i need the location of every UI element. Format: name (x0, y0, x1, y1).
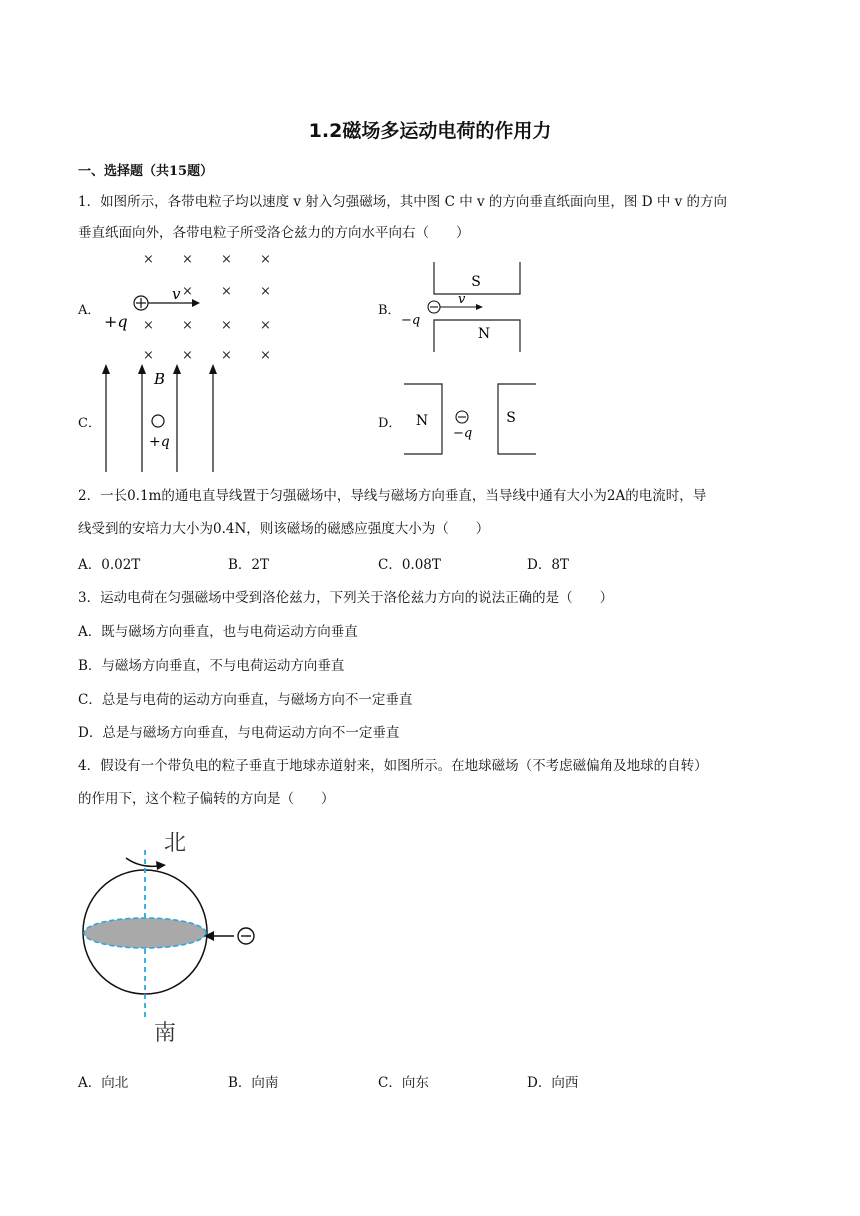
q2-option-c: C．0.08T (378, 557, 441, 573)
page-title: 1.2磁场多运动电荷的作用力 (308, 120, 552, 142)
field-cross: × (260, 348, 271, 363)
charge-label: +q (149, 434, 170, 450)
q2-option-d: D．8T (527, 557, 569, 573)
field-cross: × (260, 318, 271, 333)
field-cross: × (260, 252, 271, 267)
velocity-label: v (172, 285, 181, 303)
field-label: B (154, 370, 166, 388)
section-heading: 一、选择题（共15题） (78, 164, 214, 179)
rotation-arrow-icon (126, 858, 158, 866)
field-cross: × (143, 252, 154, 267)
q1-option-b-label: B． (378, 303, 401, 318)
q4-option-b: B．向南 (228, 1075, 279, 1091)
q3-option-b: B．与磁场方向垂直，不与电荷运动方向垂直 (78, 658, 345, 674)
charge-into-page-icon (152, 415, 164, 427)
field-cross: × (221, 348, 232, 363)
pole-s-label: S (506, 410, 516, 426)
charge-label: +q (104, 312, 128, 331)
field-cross: × (221, 252, 232, 267)
charge-label: −q (453, 426, 473, 441)
field-cross: × (221, 284, 232, 299)
field-cross: × (221, 318, 232, 333)
field-cross: × (260, 284, 271, 299)
pole-n-label: N (415, 413, 429, 429)
charge-label: −q (401, 313, 421, 328)
magnet-s-pole (498, 384, 536, 454)
velocity-label: v (458, 292, 466, 307)
q1-figure-a (100, 245, 290, 367)
q1-option-d-label: D． (378, 416, 402, 431)
q4-stem-line2: 的作用下，这个粒子偏转的方向是（ ） (78, 791, 335, 807)
q4-option-d: D．向西 (527, 1075, 579, 1091)
pole-n-label: N (477, 326, 491, 342)
q2-option-b: B．2T (228, 557, 270, 573)
field-cross: × (182, 284, 193, 299)
q3-stem: 3．运动电荷在匀强磁场中受到洛伦兹力，下列关于洛伦兹力方向的说法正确的是（ ） (78, 590, 614, 606)
q1-figure-d (398, 380, 538, 458)
field-cross: × (143, 348, 154, 363)
q2-option-a: A．0.02T (78, 557, 141, 573)
south-label: 南 (154, 1021, 177, 1046)
q1-stem-line2: 垂直纸面向外，各带电粒子所受洛仑兹力的方向水平向右（ ） (78, 225, 470, 241)
q3-option-c: C．总是与电荷的运动方向垂直，与磁场方向不一定垂直 (78, 692, 413, 708)
north-label: 北 (164, 831, 187, 856)
q4-option-c: C．向东 (378, 1075, 429, 1091)
field-cross: × (182, 348, 193, 363)
q2-stem-line2: 线受到的安培力大小为0.4N，则该磁场的磁感应强度大小为（ ） (78, 521, 490, 537)
field-cross: × (182, 318, 193, 333)
q4-earth-figure (78, 822, 278, 1052)
field-cross: × (143, 318, 154, 333)
q3-option-a: A．既与磁场方向垂直，也与电荷运动方向垂直 (78, 624, 358, 640)
q1-stem-line1: 1．如图所示，各带电粒子均以速度 v 射入匀强磁场，其中图 C 中 v 的方向垂直纸面向里，图 D 中 v 的方向 (78, 194, 728, 210)
field-cross: × (182, 252, 193, 267)
q4-option-a: A．向北 (78, 1075, 129, 1091)
q1-option-a-label: A． (78, 303, 101, 318)
q1-option-c-label: C． (78, 416, 101, 431)
pole-s-label: S (471, 274, 481, 290)
q4-stem-line1: 4．假设有一个带负电的粒子垂直于地球赤道射来，如图所示。在地球磁场（不考虑磁偏角及地球的自转） (78, 758, 708, 774)
q3-option-d: D．总是与磁场方向垂直，与电荷运动方向不一定垂直 (78, 725, 400, 741)
q1-figure-b (398, 258, 528, 354)
q2-stem-line1: 2．一长0.1m的通电直导线置于匀强磁场中，导线与磁场方向垂直，当导线中通有大小为2A的电流时，导 (78, 488, 707, 504)
equator-plane (84, 918, 206, 948)
q1-figure-c (100, 362, 225, 474)
